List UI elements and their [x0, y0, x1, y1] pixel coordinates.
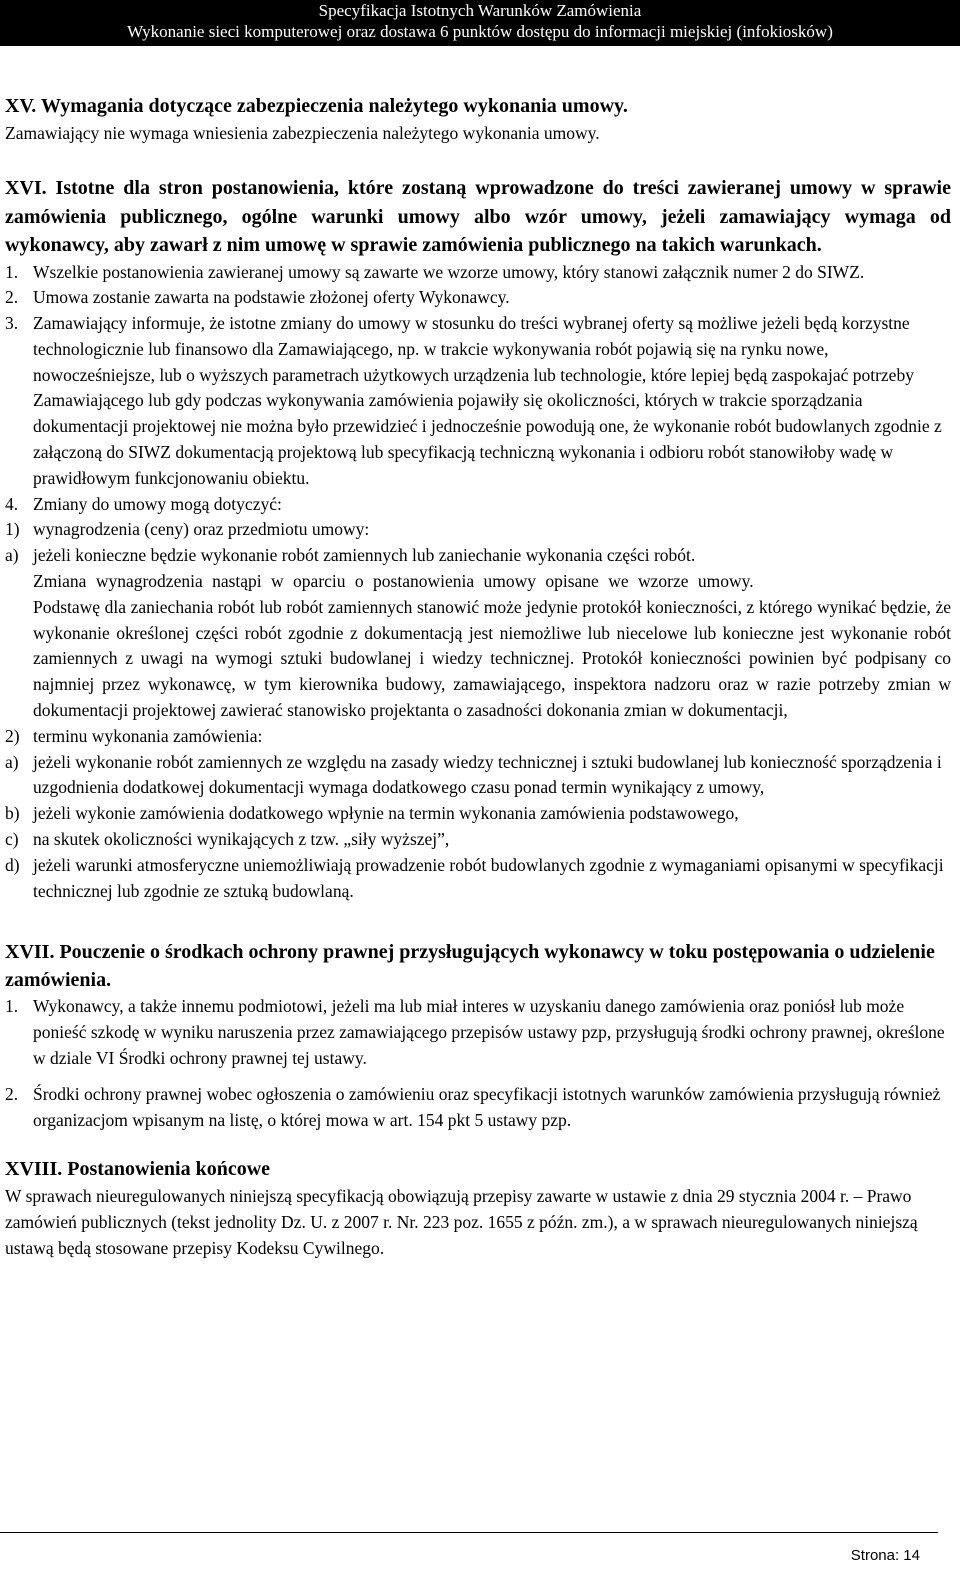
list-marker: 4. — [5, 493, 19, 514]
list-text: jeżeli konieczne będzie wykonanie robót zamiennych lub zaniechanie wykonania części robót. — [33, 545, 696, 566]
section-18-text: W sprawach nieuregulowanych niniejszą specyfikacją obowiązują przepisy zawarte w ustawie z dnia 29 stycznia 2004 r. – Prawo zamówień publicznych (tekst jednolity Dz. U. z 2007 r. Nr. 223 poz. 1655 z późn. zm.), a w sprawach nieuregulowanych niniejszą ustawą będą stosowane przepisy Kodeksu Cywilnego. — [5, 1186, 918, 1259]
page-number: Strona: 14 — [850, 1547, 920, 1564]
paragraph — [5, 569, 951, 595]
list-item — [5, 517, 951, 543]
list-item — [5, 853, 951, 905]
section-15-text: Zamawiający nie wymaga wniesienia zabezpieczenia należytego wykonania umowy. — [5, 123, 600, 143]
paragraph-text: Podstawę dla zaniechania robót lub robót zamiennych stanowić może jedynie protokół konieczności, z którego wynikać będzie, że wykonanie określonej części robót zgodnie z dokumentacją jest niemożliwe lub niecelowe lub konieczne jest wykonanie robót zamiennych z uwagi na wymogi sztuki budowlanej i wiedzy technicznej. Protokół konieczności powinien być podpisany co najmniej przez wykonawcę, w tym kierownika budowy, zamawiającego, inspektora nadzoru oraz w razie potrzeby zmian w dokumentacji projektowej zawierać stanowisko projektanta o zasadności dokonania zmian w dokumentacji, — [33, 596, 951, 721]
list-text: na skutek okoliczności wynikających z tzw. „siły wyższej”, — [33, 829, 450, 850]
list-text: Wszelkie postanowienia zawieranej umowy są zawarte we wzorze umowy, który stanowi załącznik numer 2 do SIWZ. — [33, 261, 865, 282]
page-header — [0, 0, 960, 46]
list-item — [5, 801, 951, 827]
list-text: jeżeli wykonanie robót zamiennych ze względu na zasady wiedzy technicznej i sztuki budowlanej lub konieczność sporządzenia i uzgodnienia dodatkowej dokumentacji wymaga dodatkowego czasu ponad termin wynikający z umowy, — [33, 751, 942, 798]
list-text: Zamawiający informuje, że istotne zmiany do umowy w stosunku do treści wybranej oferty są możliwe jeżeli będą korzystne technologicznie lub finansowo dla Zamawiającego, np. w trakcie wykonywania robót pojawią się na rynku nowe, nowocześniejsze, lub o wyższych parametrach użytkowych urządzenia lub technologie, które lepiej będą zaspokajać potrzeby Zamawiającego lub gdy podczas wykonywania zamówienia pojawiły się okoliczności, których w trakcie sporządzania dokumentacji projektowej nie można było przewidzieć i jednocześnie powodują one, że wykonanie robót budowlanych zgodnie z załączoną do SIWZ dokumentacją projektową lub specyfikacją techniczną wykonania i odbioru robót stanowiłoby wadę w prawidłowym funkcjonowaniu obiektu. — [33, 313, 942, 488]
list-marker: a) — [5, 545, 19, 566]
list-item — [5, 827, 951, 853]
document-body — [5, 92, 951, 1261]
header-title: Specyfikacja Istotnych Warunków Zamówienia — [318, 1, 642, 20]
list-item — [5, 750, 951, 802]
list-text: Środki ochrony prawnej wobec ogłoszenia o zamówieniu oraz specyfikacji istotnych warunków zamówienia przysługują również organizacjom wpisanym na listę, o której mowa w art. 154 pkt 5 ustawy pzp. — [33, 1083, 941, 1130]
list-item — [5, 492, 951, 518]
list-text: terminu wykonania zamówienia: — [33, 725, 263, 746]
list-marker: d) — [5, 854, 20, 875]
list-text: Wykonawcy, a także innemu podmiotowi, jeżeli ma lub miał interes w uzyskaniu danego zamówienia oraz poniósł lub może ponieść szkodę w wyniku naruszenia przez zamawiającego przepisów ustawy pzp, przysługują środki ochrony prawnej, określone w dziale VI Środki ochrony prawnej tej ustawy. — [33, 996, 945, 1069]
list-item — [5, 285, 951, 311]
list-item — [5, 260, 951, 286]
paragraph-text: Zmiana wynagrodzenia nastąpi w oparciu o postanowienia umowy opisane we wzorze umowy. — [33, 571, 754, 592]
paragraph — [5, 595, 951, 724]
list-text: jeżeli wykonie zamówienia dodatkowego wpłynie na termin wykonania zamówienia podstawowego, — [33, 803, 739, 824]
section-18-heading: XVIII. Postanowienia końcowe — [5, 1158, 271, 1181]
list-marker: 2. — [5, 287, 19, 308]
list-text: Umowa zostanie zawarta na podstawie złożonej oferty Wykonawcy. — [33, 287, 510, 308]
section-17-heading: XVII. Pouczenie o środkach ochrony prawnej przysługujących wykonawcy w toku postępowania o udzielenie zamówienia. — [5, 941, 935, 992]
list-text: jeżeli warunki atmosferyczne uniemożliwiają prowadzenie robót budowlanych zgodnie z wymaganiami opisanymi w specyfikacji technicznej lub zgodnie ze sztuką budowlaną. — [33, 854, 944, 901]
list-marker: c) — [5, 829, 19, 850]
list-marker: 2) — [5, 725, 20, 746]
header-subtitle: Wykonanie sieci komputerowej oraz dostawa 6 punktów dostępu do informacji miejskiej (infokiosków) — [127, 22, 833, 41]
section-16-heading: XVI. Istotne dla stron postanowienia, które zostaną wprowadzone do treści zawieranej umowy w sprawie zamówienia publicznego, ogólne warunki umowy albo wzór umowy, jeżeli zamawiający wymaga od wykonawcy, aby zawarł z nim umowę w sprawie zamówienia publicznego na takich warunkach. — [5, 177, 951, 256]
list-text: wynagrodzenia (ceny) oraz przedmiotu umowy: — [33, 519, 370, 540]
list-item — [5, 1082, 951, 1134]
list-item — [5, 994, 951, 1071]
list-text: Zmiany do umowy mogą dotyczyć: — [33, 493, 282, 514]
list-item — [5, 724, 951, 750]
section-15-heading: XV. Wymagania dotyczące zabezpieczenia należytego wykonania umowy. — [5, 95, 628, 117]
list-marker: b) — [5, 803, 20, 824]
list-marker: 3. — [5, 313, 19, 334]
list-marker: 1. — [5, 996, 19, 1017]
list-marker: a) — [5, 751, 19, 772]
list-item — [5, 311, 951, 492]
list-marker: 2. — [5, 1083, 19, 1104]
list-marker: 1. — [5, 261, 19, 282]
list-item — [5, 543, 951, 569]
footer-divider — [0, 1532, 938, 1533]
list-marker: 1) — [5, 519, 20, 540]
